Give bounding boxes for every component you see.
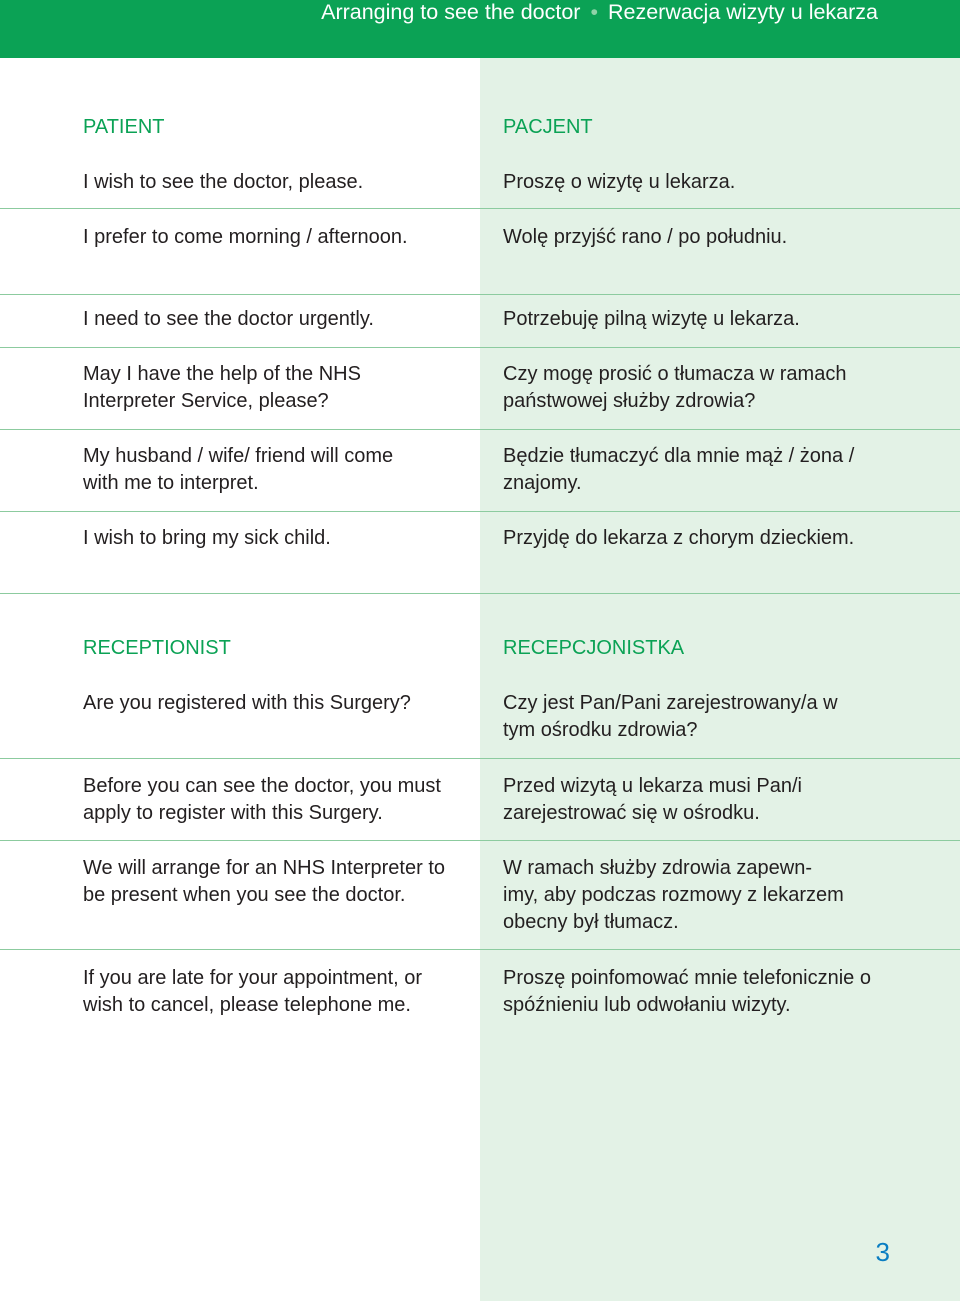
divider <box>0 758 960 759</box>
phrase-pl: Proszę o wizytę u lekarza. <box>503 171 736 193</box>
phrase-pl: Wolę przyjść rano / po południu. <box>503 226 788 248</box>
phrase-en: with me to interpret. <box>83 472 259 494</box>
phrase-en: Are you registered with this Surgery? <box>83 692 411 714</box>
phrase-en: My husband / wife/ friend will come <box>83 445 394 467</box>
divider <box>0 347 960 348</box>
header-title-pl: Rezerwacja wizyty u lekarza <box>607 0 878 24</box>
phrase-en: Interpreter Service, please? <box>83 390 329 412</box>
phrase-en: May I have the help of the NHS <box>83 363 361 385</box>
patient-heading-en: PATIENT <box>83 116 165 138</box>
receptionist-heading-pl: RECEPCJONISTKA <box>503 637 685 659</box>
phrase-en: I wish to see the doctor, please. <box>83 171 364 193</box>
header-title <box>321 0 878 24</box>
phrase-pl: Potrzebuję pilną wizytę u lekarza. <box>503 308 800 330</box>
phrase-pl: Czy mogę prosić o tłumacza w ramach <box>503 363 847 385</box>
header-title-en: Arranging to see the doctor <box>321 0 581 24</box>
phrase-pl: Przed wizytą u lekarza musi Pan/i <box>503 775 803 797</box>
phrase-pl: Będzie tłumaczyć dla mnie mąż / żona / <box>503 445 855 467</box>
phrase-pl: Przyjdę do lekarza z chorym dzieckiem. <box>503 527 855 549</box>
phrase-pl: Proszę poinfomować mnie telefonicznie o <box>503 967 871 989</box>
phrase-en: I prefer to come morning / afternoon. <box>83 226 408 248</box>
divider <box>0 208 960 209</box>
divider <box>0 949 960 950</box>
phrase-en: We will arrange for an NHS Interpreter to <box>83 857 446 879</box>
header-separator: • <box>590 0 598 24</box>
section-divider <box>0 294 960 295</box>
phrase-en: apply to register with this Surgery. <box>83 802 383 824</box>
phrase-en: Before you can see the doctor, you must <box>83 775 441 797</box>
phrase-pl: znajomy. <box>503 472 582 494</box>
phrase-en: wish to cancel, please telephone me. <box>83 994 411 1016</box>
receptionist-heading-en: RECEPTIONIST <box>83 637 231 659</box>
phrase-pl: obecny był tłumacz. <box>503 911 679 933</box>
phrase-pl: spóźnieniu lub odwołaniu wizyty. <box>503 994 791 1016</box>
phrase-en: I wish to bring my sick child. <box>83 527 331 549</box>
phrase-en: be present when you see the doctor. <box>83 884 406 906</box>
phrase-pl: zarejestrować się w ośrodku. <box>503 802 760 824</box>
header-bar <box>0 0 960 58</box>
phrase-pl: tym ośrodku zdrowia? <box>503 719 698 741</box>
patient-heading-pl: PACJENT <box>503 116 593 138</box>
section-divider <box>0 593 960 594</box>
phrase-pl: Czy jest Pan/Pani zarejestrowany/a w <box>503 692 838 714</box>
divider <box>0 840 960 841</box>
divider <box>0 429 960 430</box>
phrase-pl: państwowej służby zdrowia? <box>503 390 756 412</box>
phrase-pl: imy, aby podczas rozmowy z lekarzem <box>503 884 844 906</box>
phrase-pl: W ramach służby zdrowia zapewn- <box>503 857 812 879</box>
page-number: 3 <box>875 1237 890 1267</box>
phrase-en: I need to see the doctor urgently. <box>83 308 374 330</box>
divider <box>0 511 960 512</box>
phrase-en: If you are late for your appointment, or <box>83 967 423 989</box>
